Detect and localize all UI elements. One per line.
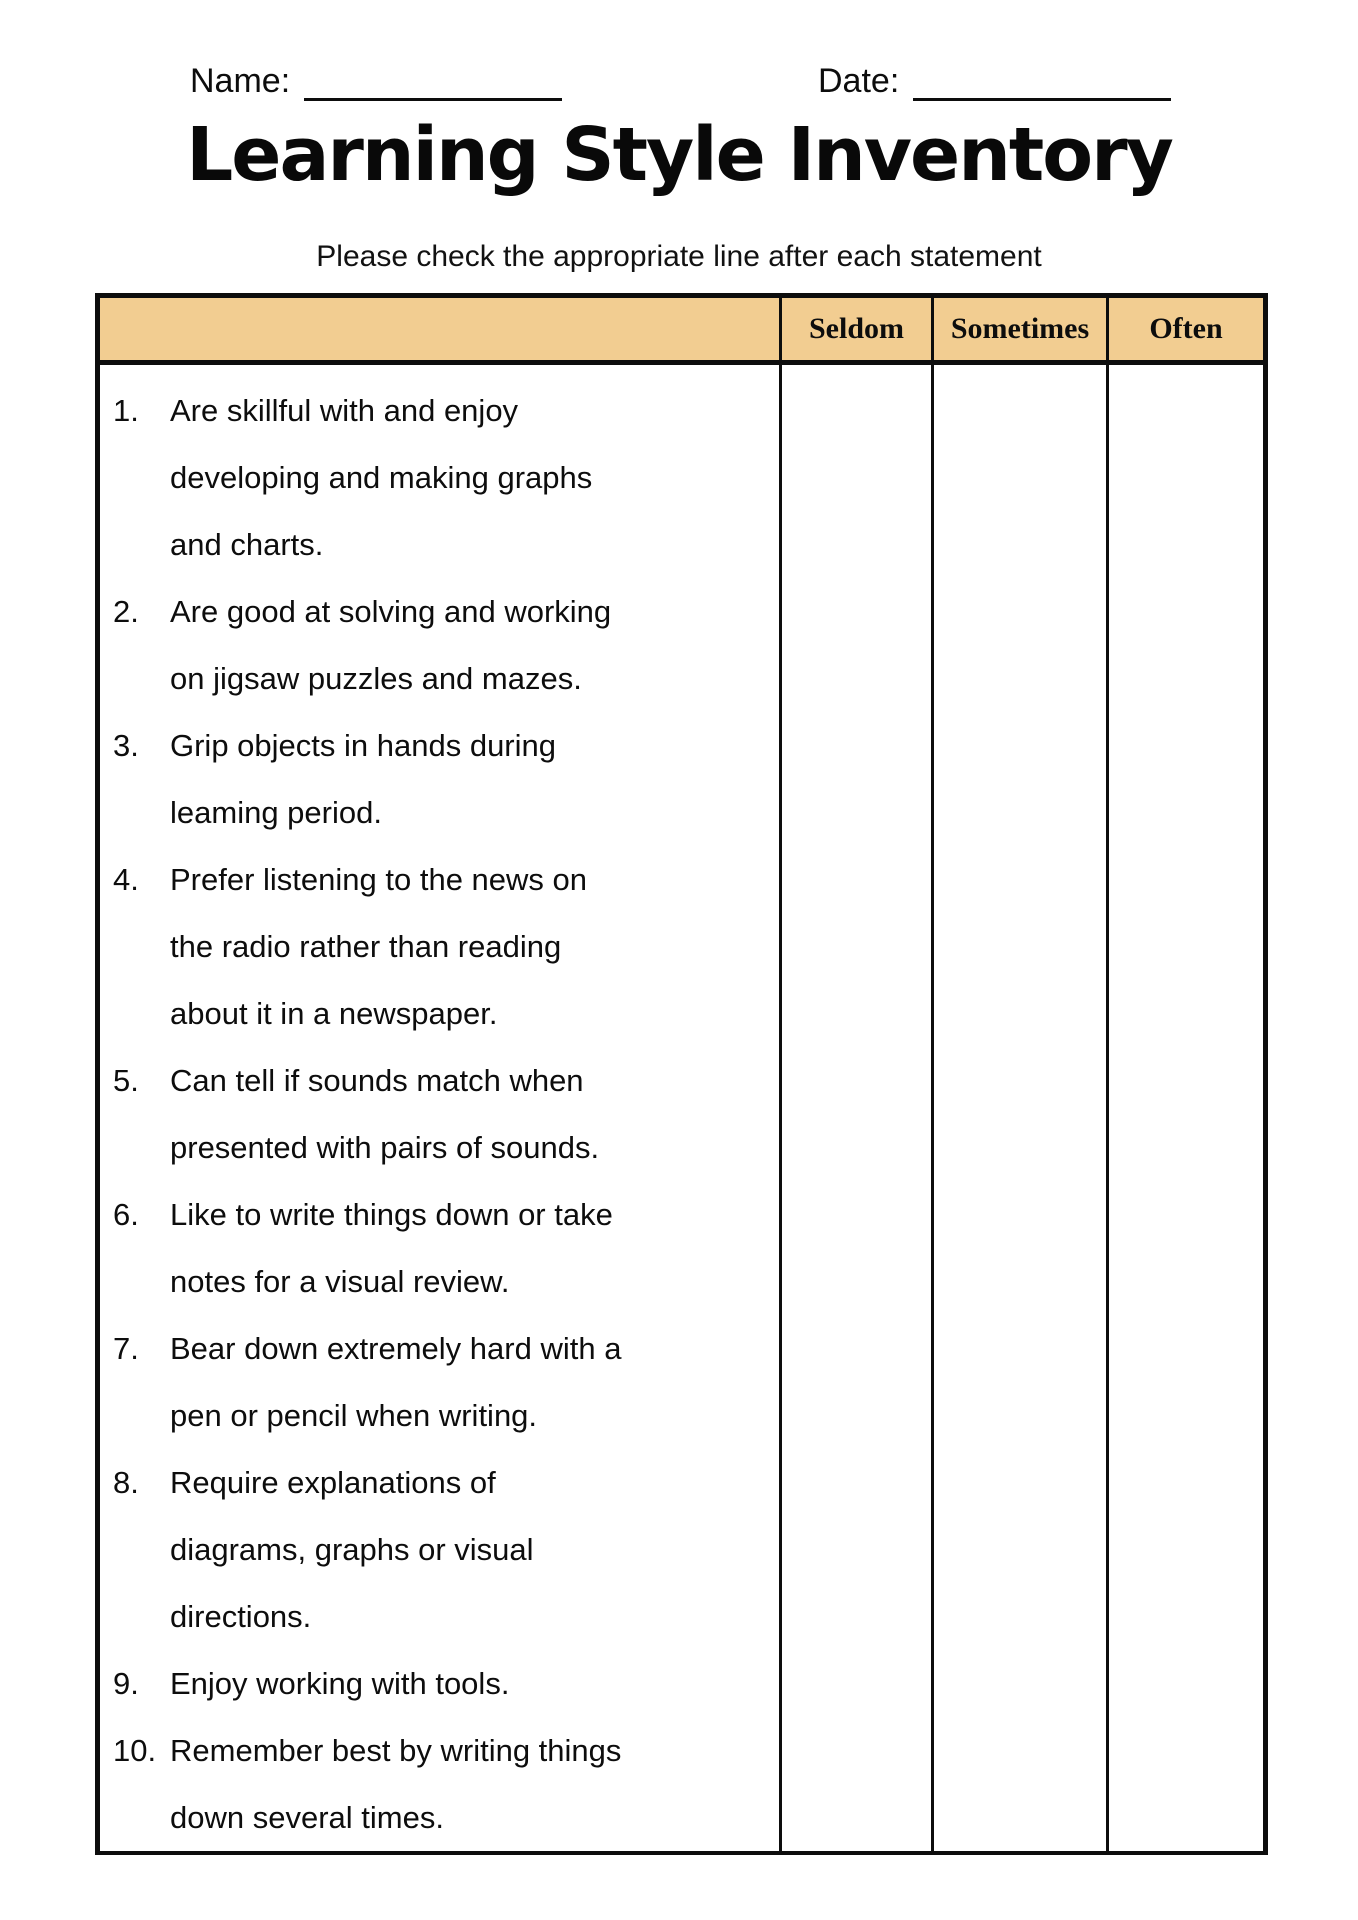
statement-text: Are skillful with and enjoy developing and making graphs and charts. (170, 393, 593, 562)
column-header-often: Often (1106, 298, 1263, 365)
statement-number: 3. (113, 728, 139, 763)
statement-number: 5. (113, 1063, 139, 1098)
column-header-seldom: Seldom (779, 298, 931, 365)
statement-text: Grip objects in hands during leaming period. (170, 728, 557, 830)
statement-number: 1. (113, 393, 139, 428)
statement-number: 4. (113, 862, 139, 897)
statement-item (100, 1449, 763, 1650)
statement-text: Prefer listening to the news on the radio rather than reading about it in a newspaper. (170, 862, 588, 1031)
statement-text: Like to write things down or take notes for a visual review. (170, 1197, 613, 1299)
statement-text: Remember best by writing things down several times. (170, 1733, 622, 1835)
inventory-table (95, 293, 1268, 1855)
statement-item (100, 1181, 763, 1315)
date-input-line[interactable] (913, 63, 1171, 101)
statement-item (100, 578, 763, 712)
statement-item (100, 1650, 763, 1717)
statement-text: Are good at solving and working on jigsaw puzzles and mazes. (170, 594, 612, 696)
statement-number: 7. (113, 1331, 139, 1366)
statement-number: 8. (113, 1465, 139, 1500)
statement-text: Bear down extremely hard with a pen or pencil when writing. (170, 1331, 622, 1433)
statement-item (100, 1717, 763, 1851)
name-input-line[interactable] (304, 63, 562, 101)
statement-item (100, 1315, 763, 1449)
page-title: Learning Style Inventory (186, 112, 1172, 198)
statement-text: Can tell if sounds match when presented with pairs of sounds. (170, 1063, 600, 1165)
name-label: Name: (190, 62, 291, 100)
statements-header-cell (100, 298, 779, 365)
date-label: Date: (818, 62, 900, 100)
name-field (190, 62, 562, 101)
seldom-answer-column[interactable] (779, 365, 931, 1851)
statement-number: 10. (113, 1733, 157, 1768)
statement-item (100, 712, 763, 846)
statement-number: 2. (113, 594, 139, 629)
statement-text: Enjoy working with tools. (170, 1666, 510, 1701)
often-answer-column[interactable] (1106, 365, 1263, 1851)
page-subtitle: Please check the appropriate line after each statement (316, 240, 1042, 273)
statements-cell (100, 365, 779, 1851)
sometimes-answer-column[interactable] (931, 365, 1106, 1851)
statement-item (100, 377, 763, 578)
statement-number: 6. (113, 1197, 139, 1232)
statement-item (100, 1047, 763, 1181)
date-field (818, 62, 1171, 101)
column-header-sometimes: Sometimes (931, 298, 1106, 365)
statement-number: 9. (113, 1666, 139, 1701)
statement-text: Require explanations of diagrams, graphs or visual directions. (170, 1465, 534, 1634)
statement-item (100, 846, 763, 1047)
